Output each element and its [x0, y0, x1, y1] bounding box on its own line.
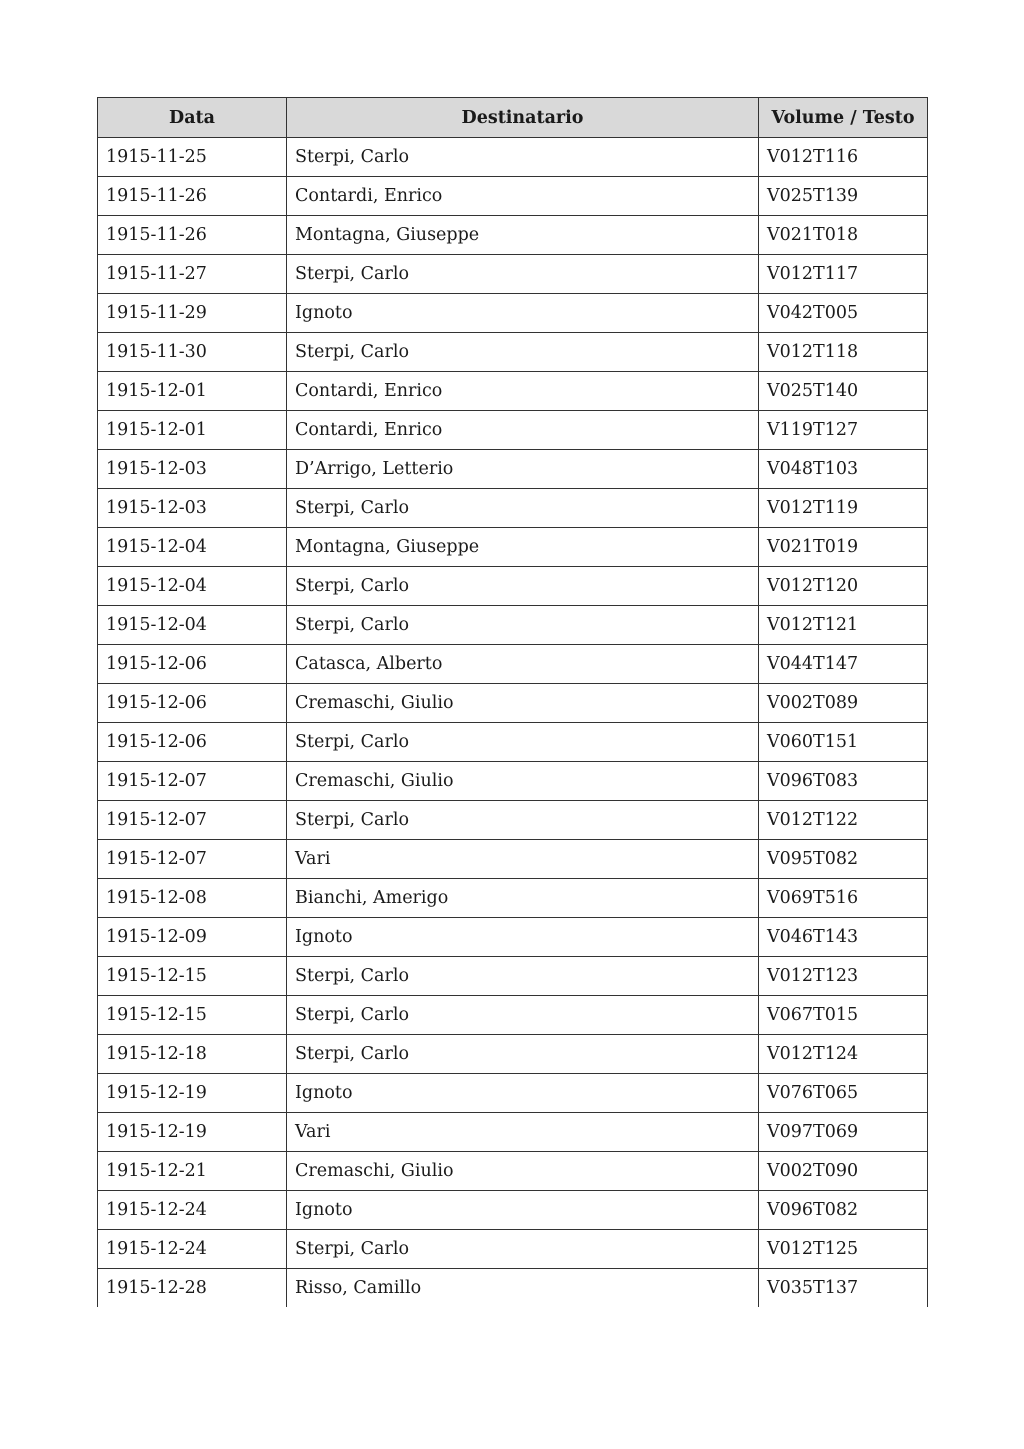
cell-recipient: Contardi, Enrico [287, 177, 759, 216]
cell-volume: V042T005 [759, 294, 928, 333]
cell-date: 1915-12-07 [98, 801, 287, 840]
cell-recipient: Sterpi, Carlo [287, 606, 759, 645]
cell-recipient: Montagna, Giuseppe [287, 216, 759, 255]
table-row [98, 216, 928, 255]
cell-volume: V060T151 [759, 723, 928, 762]
table-row [98, 1113, 928, 1152]
cell-volume: V012T120 [759, 567, 928, 606]
cell-recipient: Cremaschi, Giulio [287, 1152, 759, 1191]
table-row [98, 1152, 928, 1191]
table-row [98, 1035, 928, 1074]
cell-volume: V048T103 [759, 450, 928, 489]
cell-volume: V021T018 [759, 216, 928, 255]
cell-volume: V012T116 [759, 138, 928, 177]
cell-volume: V044T147 [759, 645, 928, 684]
cell-recipient: Risso, Camillo [287, 1269, 759, 1308]
cell-volume: V035T137 [759, 1269, 928, 1308]
cell-volume: V012T118 [759, 333, 928, 372]
cell-volume: V012T121 [759, 606, 928, 645]
table-row [98, 1191, 928, 1230]
cell-recipient: Vari [287, 840, 759, 879]
cell-recipient: D’Arrigo, Letterio [287, 450, 759, 489]
cell-date: 1915-12-15 [98, 996, 287, 1035]
cell-date: 1915-12-09 [98, 918, 287, 957]
column-header-date: Data [98, 98, 287, 138]
table-row [98, 411, 928, 450]
cell-date: 1915-12-04 [98, 606, 287, 645]
table-row [98, 138, 928, 177]
cell-recipient: Cremaschi, Giulio [287, 684, 759, 723]
cell-date: 1915-12-08 [98, 879, 287, 918]
cell-date: 1915-11-25 [98, 138, 287, 177]
cell-recipient: Montagna, Giuseppe [287, 528, 759, 567]
table-row [98, 645, 928, 684]
table-row [98, 294, 928, 333]
table-row [98, 450, 928, 489]
table-row [98, 957, 928, 996]
cell-date: 1915-12-06 [98, 723, 287, 762]
cell-volume: V012T124 [759, 1035, 928, 1074]
table-row [98, 684, 928, 723]
cell-volume: V069T516 [759, 879, 928, 918]
cell-date: 1915-12-24 [98, 1191, 287, 1230]
cell-recipient: Sterpi, Carlo [287, 255, 759, 294]
cell-date: 1915-12-03 [98, 450, 287, 489]
cell-date: 1915-12-04 [98, 528, 287, 567]
cell-volume: V025T140 [759, 372, 928, 411]
cell-volume: V119T127 [759, 411, 928, 450]
cell-recipient: Sterpi, Carlo [287, 489, 759, 528]
table-row [98, 762, 928, 801]
cell-volume: V012T123 [759, 957, 928, 996]
cell-volume: V067T015 [759, 996, 928, 1035]
cell-date: 1915-12-15 [98, 957, 287, 996]
header-row [98, 98, 928, 138]
cell-date: 1915-11-26 [98, 177, 287, 216]
cell-date: 1915-11-29 [98, 294, 287, 333]
table-row [98, 567, 928, 606]
table-row [98, 996, 928, 1035]
cell-date: 1915-12-28 [98, 1269, 287, 1308]
cell-date: 1915-12-07 [98, 762, 287, 801]
cell-date: 1915-12-06 [98, 684, 287, 723]
cell-date: 1915-12-06 [98, 645, 287, 684]
cell-date: 1915-12-18 [98, 1035, 287, 1074]
cell-recipient: Contardi, Enrico [287, 372, 759, 411]
cell-date: 1915-12-01 [98, 372, 287, 411]
cell-recipient: Sterpi, Carlo [287, 138, 759, 177]
cell-recipient: Catasca, Alberto [287, 645, 759, 684]
cell-volume: V095T082 [759, 840, 928, 879]
cell-date: 1915-11-26 [98, 216, 287, 255]
table-row [98, 1074, 928, 1113]
table-row [98, 1269, 928, 1308]
cell-date: 1915-12-21 [98, 1152, 287, 1191]
table-header [98, 98, 928, 138]
cell-volume: V096T082 [759, 1191, 928, 1230]
table-row [98, 372, 928, 411]
cell-recipient: Sterpi, Carlo [287, 567, 759, 606]
table-row [98, 255, 928, 294]
cell-recipient: Ignoto [287, 918, 759, 957]
cell-volume: V012T122 [759, 801, 928, 840]
cell-volume: V002T089 [759, 684, 928, 723]
column-header-volume: Volume / Testo [759, 98, 928, 138]
cell-recipient: Sterpi, Carlo [287, 801, 759, 840]
cell-volume: V021T019 [759, 528, 928, 567]
cell-volume: V097T069 [759, 1113, 928, 1152]
cell-recipient: Vari [287, 1113, 759, 1152]
cell-volume: V046T143 [759, 918, 928, 957]
cell-volume: V012T119 [759, 489, 928, 528]
cell-recipient: Contardi, Enrico [287, 411, 759, 450]
letters-table [97, 97, 928, 1307]
cell-recipient: Ignoto [287, 1074, 759, 1113]
cell-date: 1915-12-07 [98, 840, 287, 879]
table-body [98, 138, 928, 1308]
cell-recipient: Sterpi, Carlo [287, 957, 759, 996]
table-row [98, 723, 928, 762]
cell-date: 1915-11-27 [98, 255, 287, 294]
table-row [98, 801, 928, 840]
cell-volume: V025T139 [759, 177, 928, 216]
cell-recipient: Ignoto [287, 294, 759, 333]
cell-volume: V096T083 [759, 762, 928, 801]
cell-recipient: Sterpi, Carlo [287, 723, 759, 762]
table-row [98, 879, 928, 918]
cell-recipient: Sterpi, Carlo [287, 1035, 759, 1074]
cell-date: 1915-12-03 [98, 489, 287, 528]
cell-date: 1915-12-04 [98, 567, 287, 606]
table-row [98, 918, 928, 957]
cell-recipient: Sterpi, Carlo [287, 333, 759, 372]
cell-volume: V012T125 [759, 1230, 928, 1269]
cell-recipient: Ignoto [287, 1191, 759, 1230]
cell-recipient: Sterpi, Carlo [287, 1230, 759, 1269]
table-row [98, 840, 928, 879]
cell-recipient: Cremaschi, Giulio [287, 762, 759, 801]
table-row [98, 606, 928, 645]
cell-volume: V076T065 [759, 1074, 928, 1113]
table-row [98, 1230, 928, 1269]
cell-volume: V012T117 [759, 255, 928, 294]
cell-date: 1915-12-24 [98, 1230, 287, 1269]
column-header-recipient: Destinatario [287, 98, 759, 138]
table-row [98, 528, 928, 567]
cell-recipient: Bianchi, Amerigo [287, 879, 759, 918]
cell-date: 1915-12-19 [98, 1074, 287, 1113]
table-row [98, 333, 928, 372]
table-row [98, 177, 928, 216]
cell-date: 1915-12-19 [98, 1113, 287, 1152]
table-row [98, 489, 928, 528]
cell-recipient: Sterpi, Carlo [287, 996, 759, 1035]
cell-date: 1915-12-01 [98, 411, 287, 450]
cell-volume: V002T090 [759, 1152, 928, 1191]
cell-date: 1915-11-30 [98, 333, 287, 372]
